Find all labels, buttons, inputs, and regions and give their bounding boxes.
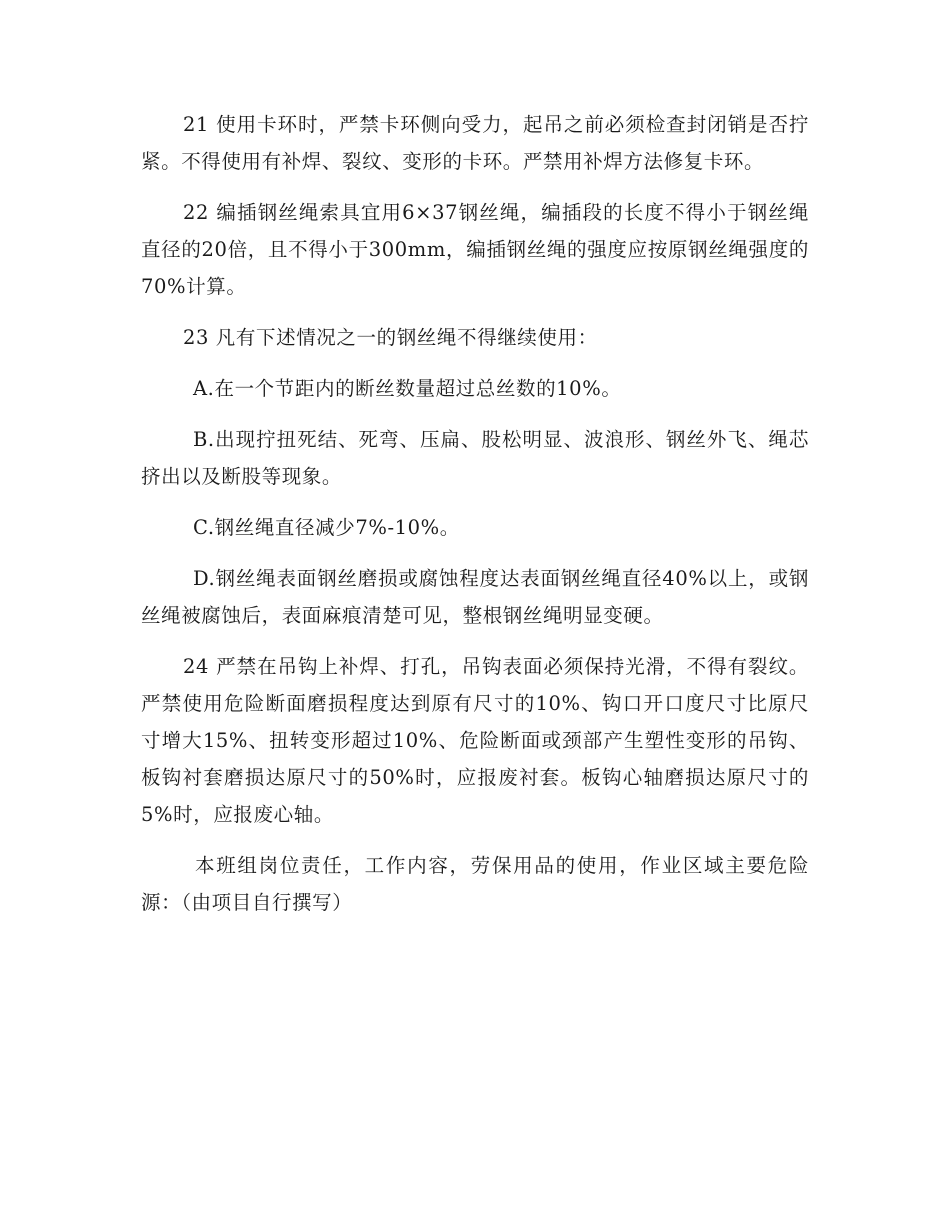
paragraph-item-23-d: D.钢丝绳表面钢丝磨损或腐蚀程度达表面钢丝绳直径40%以上，或钢丝绳被腐蚀后，表面麻痕清楚可见，整根钢丝绳明显变硬。 [141, 567, 809, 627]
document-body [141, 106, 809, 935]
paragraph-item-24: 24 严禁在吊钩上补焊、打孔，吊钩表面必须保持光滑，不得有裂纹。严禁使用危险断面磨损程度达到原有尺寸的10%、钩口开口度尺寸比原尺寸增大15%、扭转变形超过10%、危险断面或颈部产生塑性变形的吊钩、板钩衬套磨损达原尺寸的50%时，应报废衬套。板钩心轴磨损达原尺寸的5%时，应报废心轴。 [141, 655, 809, 826]
paragraph-item-21: 21 使用卡环时，严禁卡环侧向受力，起吊之前必须检查封闭销是否拧紧。不得使用有补焊、裂纹、变形的卡环。严禁用补焊方法修复卡环。 [141, 113, 809, 173]
paragraph-item-23: 23 凡有下述情况之一的钢丝绳不得继续使用： [183, 326, 598, 349]
paragraph-team-responsibility: 本班组岗位责任，工作内容，劳保用品的使用，作业区域主要危险源：（由项目自行撰写） [141, 854, 809, 914]
paragraph-item-23-b: B.出现拧扭死结、死弯、压扁、股松明显、波浪形、钢丝外飞、绳芯挤出以及断股等现象。 [141, 428, 809, 488]
paragraph-item-23-c: C.钢丝绳直径减少7%-10%。 [193, 516, 460, 539]
paragraph-item-23-a: A.在一个节距内的断丝数量超过总丝数的10%。 [193, 377, 622, 400]
paragraph-item-22: 22 编插钢丝绳索具宜用6×37钢丝绳，编插段的长度不得小于钢丝绳直径的20倍，且不得小于300mm，编插钢丝绳的强度应按原钢丝绳强度的70%计算。 [141, 201, 809, 298]
